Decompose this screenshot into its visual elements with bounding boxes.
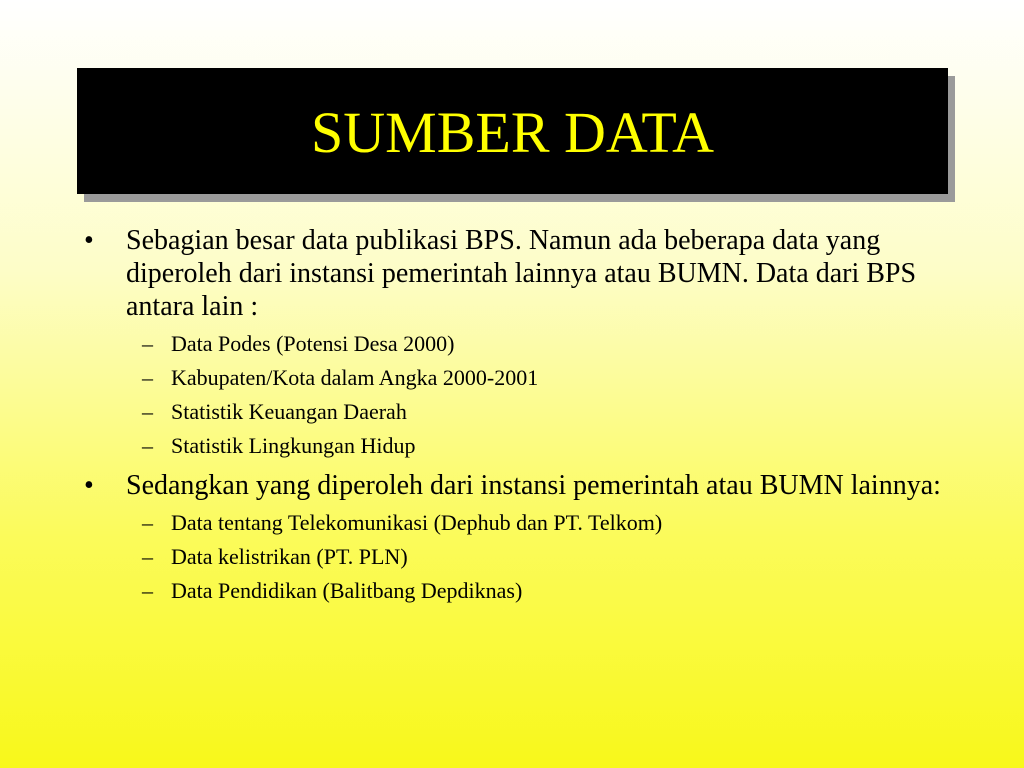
sub-list (84, 506, 944, 608)
bullet-item (84, 469, 944, 502)
slide-title: SUMBER DATA (310, 100, 715, 165)
sub-item (84, 361, 944, 395)
sub-item-text: Statistik Lingkungan Hidup (171, 433, 416, 458)
sub-item-text: Data tentang Telekomunikasi (Dephub dan PT. Telkom) (171, 510, 663, 535)
dash-marker: – (142, 510, 153, 535)
dash-marker: – (142, 578, 153, 603)
slide-content (84, 224, 944, 608)
dash-marker: – (142, 399, 153, 424)
sub-item (84, 540, 944, 574)
bullet-marker: • (84, 470, 94, 501)
sub-item (84, 574, 944, 608)
sub-item-text: Data Pendidikan (Balitbang Depdiknas) (171, 578, 523, 603)
sub-list (84, 327, 944, 463)
dash-marker: – (142, 433, 153, 458)
sub-item-text: Data kelistrikan (PT. PLN) (171, 544, 408, 569)
dash-marker: – (142, 331, 153, 356)
bullet-item (84, 224, 944, 323)
title-box (77, 68, 948, 194)
sub-item-text: Kabupaten/Kota dalam Angka 2000-2001 (171, 365, 539, 390)
dash-marker: – (142, 365, 153, 390)
sub-item (84, 395, 944, 429)
bullet-marker: • (84, 225, 94, 256)
sub-item (84, 429, 944, 463)
bullet-text: Sebagian besar data publikasi BPS. Namun ada beberapa data yang diperoleh dari instansi pemerintah lainnya atau BUMN. Data dari BPS antara lain : (126, 225, 917, 322)
dash-marker: – (142, 544, 153, 569)
sub-item-text: Data Podes (Potensi Desa 2000) (171, 331, 455, 356)
bullet-text: Sedangkan yang diperoleh dari instansi pemerintah atau BUMN lainnya: (126, 470, 941, 501)
sub-item (84, 327, 944, 361)
sub-item (84, 506, 944, 540)
sub-item-text: Statistik Keuangan Daerah (171, 399, 407, 424)
